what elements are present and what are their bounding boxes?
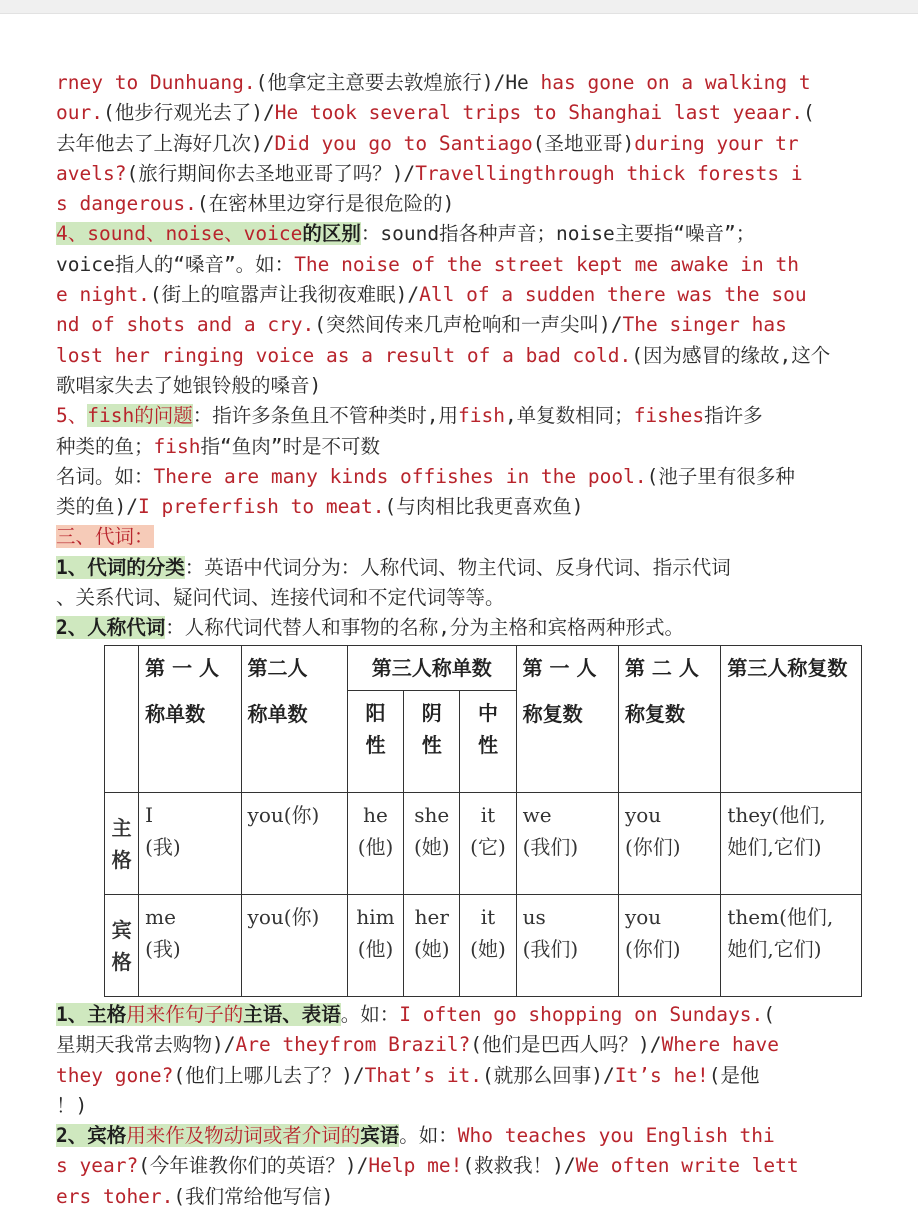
header-feminine: 阴 性 xyxy=(404,691,460,793)
cell-nom-second-sg: you(你) xyxy=(241,793,347,895)
row-label-accusative: 宾 格 xyxy=(105,895,139,997)
line-24: 2、宾格用来作及物动词或者介词的宾语。如：Who teaches you English thi xyxy=(56,1124,775,1148)
line-1: rney to Dunhuang.(他拿定主意要去敦煌旅行)/He has gone on a walking t xyxy=(56,71,811,94)
line-5: s dangerous.(在密林里边穿行是很危险的) xyxy=(56,192,455,216)
line-11: 歌唱家失去了她银铃般的嗓音) xyxy=(56,373,322,397)
header-third-sg: 第三人称单数 xyxy=(347,646,516,691)
line-17: 1、代词的分类：英语中代词分为：人称代词、物主代词、反身代词、指示代词 xyxy=(56,555,731,579)
table-row-nominative xyxy=(105,793,862,895)
cell-acc-fem: her (她) xyxy=(404,895,460,997)
section-heading-4: 4、sound、noise、voice的区别：sound指各种声音；noise主要指“噪音”； xyxy=(56,222,756,246)
line-13: 种类的鱼；fish指“鱼肉”时是不可数 xyxy=(56,434,380,458)
cell-acc-first-sg: me (我) xyxy=(139,895,241,997)
cell-acc-second-pl: you (你们) xyxy=(618,895,720,997)
row-label-nominative: 主 格 xyxy=(105,793,139,895)
line-14: 名词。如：There are many kinds offishes in the pool.(池子里有很多种 xyxy=(56,464,795,488)
cell-nom-fem: she (她) xyxy=(404,793,460,895)
cell-nom-second-pl: you (你们) xyxy=(618,793,720,895)
line-4: avels?(旅行期间你去圣地亚哥了吗？)/Travellingthrough thick forests i xyxy=(56,161,803,185)
cell-nom-masc: he (他) xyxy=(347,793,403,895)
line-22: they gone?(他们上哪儿去了？)/That’s it.(就那么回事)/It’s he!(是他 xyxy=(56,1063,760,1087)
top-bar xyxy=(0,0,918,14)
cell-acc-third-pl: them(他们, 她们,它们) xyxy=(721,895,862,997)
line-20: 1、主格用来作句子的主语、表语。如：I often go shopping on Sundays.( xyxy=(56,1003,775,1026)
header-first-pl: 第 一 人 称复数 xyxy=(516,646,618,793)
cell-nom-first-pl: we (我们) xyxy=(516,793,618,895)
line-23: ！) xyxy=(56,1093,88,1117)
cell-acc-neut: it (她) xyxy=(460,895,516,997)
document-text xyxy=(56,68,866,644)
cell-nom-first-sg: I (我) xyxy=(139,793,241,895)
line-8: e night.(街上的喧嚣声让我彻夜难眠)/All of a sudden there was the sou xyxy=(56,283,807,307)
line-18: 、关系代词、疑问代词、连接代词和不定代词等等。 xyxy=(56,586,505,610)
line-2: our.(他步行观光去了)/He took several trips to Shanghai last yeaar.( xyxy=(56,101,815,125)
line-15: 类的鱼)/I preferfish to meat.(与肉相比我更喜欢鱼) xyxy=(56,495,584,519)
table-corner xyxy=(105,646,139,793)
table-header-row-1 xyxy=(105,646,862,691)
cell-nom-third-pl: they(他们, 她们,它们) xyxy=(721,793,862,895)
header-first-sg: 第 一 人 称单数 xyxy=(139,646,241,793)
header-third-pl: 第三人称复数 xyxy=(721,646,862,793)
header-second-sg: 第二人 称单数 xyxy=(241,646,347,793)
cell-acc-masc: him (他) xyxy=(347,895,403,997)
line-25: s year?(今年谁教你们的英语？)/Help me!(救救我！)/We often write lett xyxy=(56,1154,799,1178)
cell-acc-second-sg: you(你) xyxy=(241,895,347,997)
line-7: voice指人的“嗓音”。如：The noise of the street kept me awake in th xyxy=(56,252,800,276)
line-3: 去年他去了上海好几次)/Did you go to Santiago(圣地亚哥)during your tr xyxy=(56,131,799,155)
header-masculine: 阳 性 xyxy=(347,691,403,793)
line-26: ers toher.(我们常给他写信) xyxy=(56,1184,334,1208)
line-19: 2、人称代词：人称代词代替人和事物的名称,分为主格和宾格两种形式。 xyxy=(56,616,684,640)
cell-nom-neut: it (它) xyxy=(460,793,516,895)
header-second-pl: 第 二 人 称复数 xyxy=(618,646,720,793)
document-text-lower xyxy=(56,1000,866,1212)
pronoun-table xyxy=(104,645,862,997)
line-21: 星期天我常去购物)/Are theyfrom Brazil?(他们是巴西人吗？)/Where have xyxy=(56,1033,779,1057)
section-heading-5: 5、fish的问题：指许多条鱼且不管种类时,用fish,单复数相同；fishes指许多 xyxy=(56,404,763,428)
header-neuter: 中 性 xyxy=(460,691,516,793)
section-heading-pronouns: 三、代词： xyxy=(56,525,154,549)
line-10: lost her ringing voice as a result of a bad cold.(因为感冒的缘故,这个 xyxy=(56,343,831,367)
line-9: nd of shots and a cry.(突然间传来几声枪响和一声尖叫)/The singer has xyxy=(56,313,787,337)
table-row-accusative xyxy=(105,895,862,997)
cell-acc-first-pl: us (我们) xyxy=(516,895,618,997)
